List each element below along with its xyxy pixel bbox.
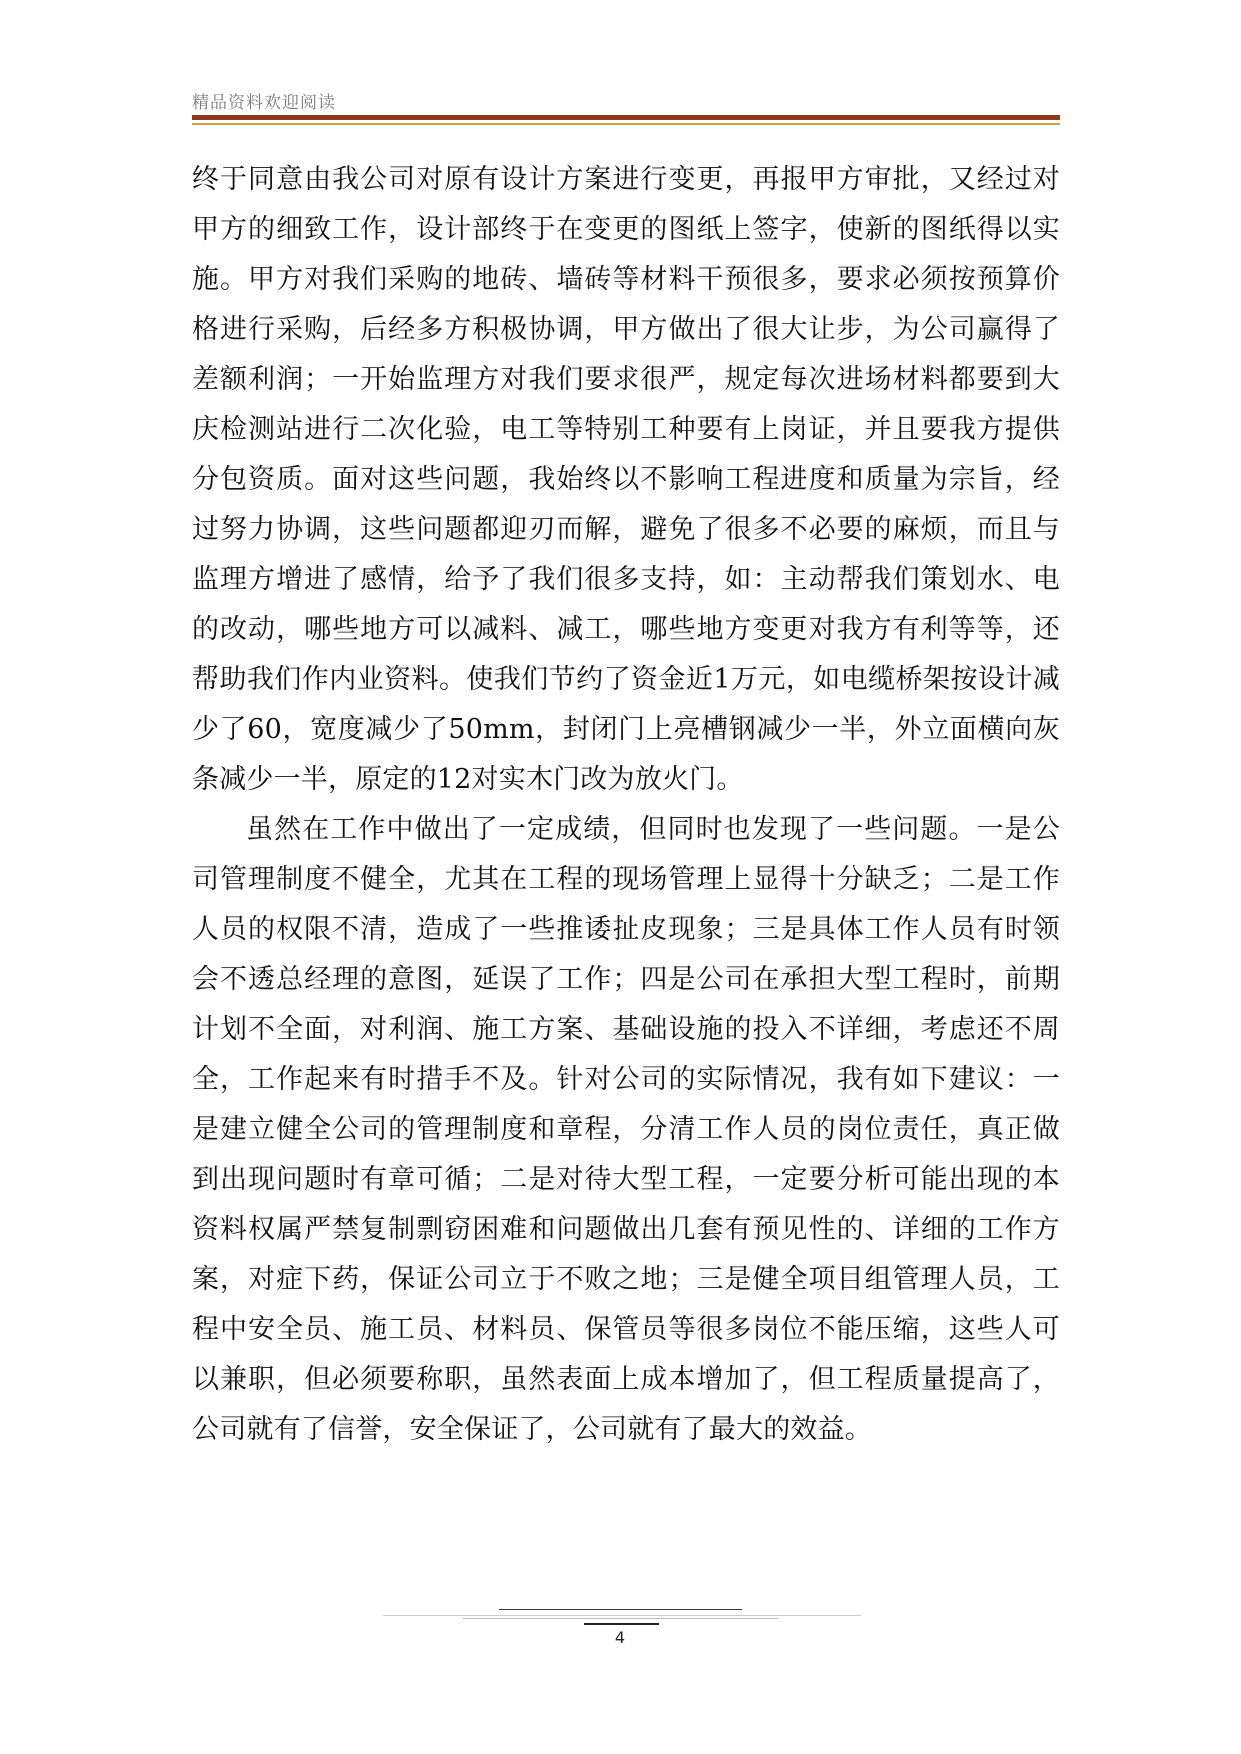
footer-divider <box>383 1615 861 1616</box>
header-divider <box>192 115 1060 120</box>
paragraph-1: 终于同意由我公司对原有设计方案进行变更，再报甲方审批，又经过对甲方的细致工作，设计部终于在变更的图纸上签字，使新的图纸得以实施。甲方对我们采购的地砖、墙砖等材料干预很多，要求必须按预算价格进行采购，后经多方积极协调，甲方做出了很大让步，为公司赢得了差额利润；一开始监理方对我们要求很严，规定每次进场材料都要到大庆检测站进行二次化验，电工等特别工种要有上岗证，并且要我方提供分包资质。面对这些问题，我始终以不影响工程进度和质量为宗旨，经过努力协调，这些问题都迎刃而解，避免了很多不必要的麻烦，而且与监理方增进了感情，给予了我们很多支持，如：主动帮我们策划水、电的改动，哪些地方可以减料、减工，哪些地方变更对我方有利等等，还帮助我们作内业资料。使我们节约了资金近1万元，如电缆桥架按设计减少了60，宽度减少了50mm，封闭门上亮槽钢减少一半，外立面横向灰条减少一半，原定的12对实木门改为放火门。 <box>192 164 1060 795</box>
footer-divider <box>463 1618 778 1619</box>
footer-divider <box>499 1609 742 1610</box>
header-divider-accent <box>192 123 1060 125</box>
page-number: 4 <box>614 1628 626 1647</box>
document-body <box>192 155 1060 1455</box>
footer-divider <box>584 1623 659 1625</box>
page-header-title: 精品资料欢迎阅读 <box>192 93 336 113</box>
paragraph-2: 虽然在工作中做出了一定成绩，但同时也发现了一些问题。一是公司管理制度不健全，尤其在工程的现场管理上显得十分缺乏；二是工作人员的权限不清，造成了一些推诿扯皮现象；三是具体工作人员有时领会不透总经理的意图，延误了工作；四是公司在承担大型工程时，前期计划不全面，对利润、施工方案、基础设施的投入不详细，考虑还不周全，工作起来有时措手不及。针对公司的实际情况，我有如下建议：一是建立健全公司的管理制度和章程，分清工作人员的岗位责任，真正做到出现问题时有章可循；二是对待大型工程，一定要分析可能出现的本资料权属严禁复制剽窃困难和问题做出几套有预见性的、详细的工作方案，对症下药，保证公司立于不败之地；三是健全项目组管理人员，工程中安全员、施工员、材料员、保管员等很多岗位不能压缩，这些人可以兼职，但必须要称职，虽然表面上成本增加了，但工程质量提高了，公司就有了信誉，安全保证了，公司就有了最大的效益。 <box>192 814 1060 1445</box>
